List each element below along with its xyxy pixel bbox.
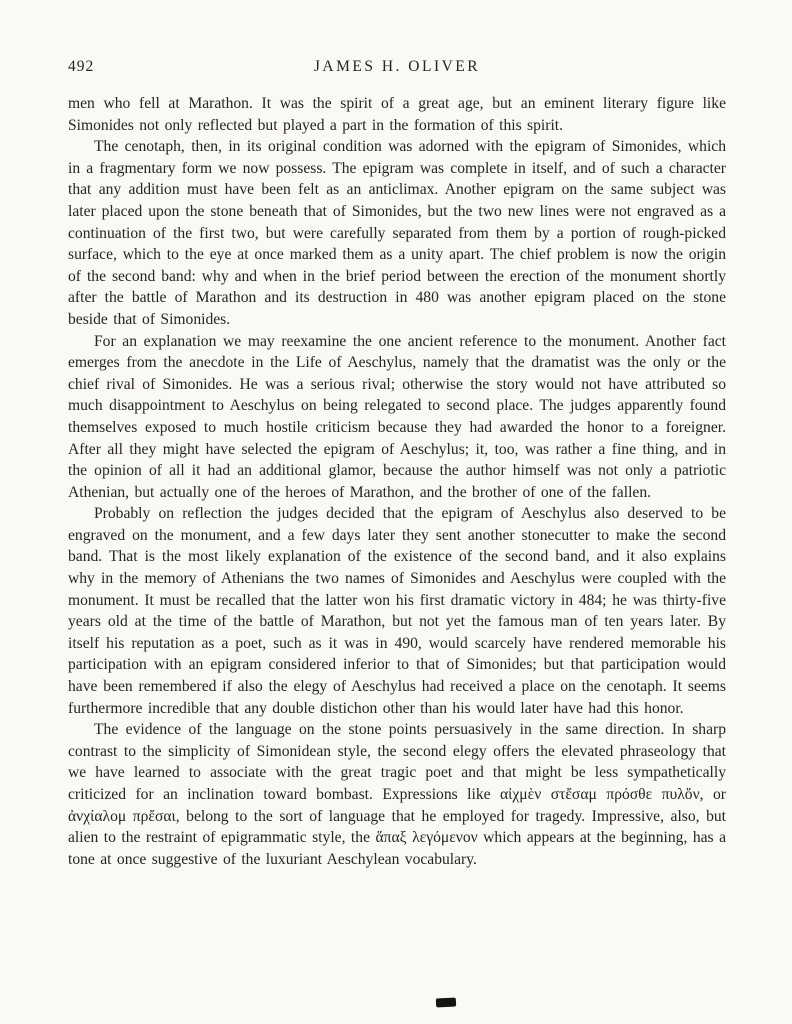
running-head: JAMES H. OLIVER	[313, 58, 481, 75]
body-paragraph: The evidence of the language on the stone points persuasively in the same direction. In sharp contrast to the simplicity of Simonidean style, the second elegy offers the elevated phraseology that we have learned to associate with the great tragic poet and that might be less sympathetically criticized for an inclination toward bombast. Expressions like αἰχμὲν στἔσαμ πρόσθε πυλὄν, or ἀνχίαλομ πρἔσαι, belong to the sort of language that he employed for tragedy. Impressive, also, but alien to the restraint of epigrammatic style, the ἅπαξ λεγόμενον which appears at the beginning, has a tone at once suggestive of the luxuriant Aeschylean vocabulary.	[68, 721, 726, 868]
body-paragraph: For an explanation we may reexamine the one ancient reference to the monument. Another fact emerges from the anecdote in the Life of Aeschylus, namely that the dramatist was the only or the chief rival of Simonides. He was a serious rival; otherwise the story would not have attributed so much disappointment to Aeschylus on being relegated to second place. The judges apparently found themselves exposed to much hostile criticism because they had awarded the honor to a foreigner. After all they might have selected the epigram of Aeschylus; it, too, was rather a fine thing, and in the opinion of all it had an additional glamor, because the author himself was not only a patriotic Athenian, but actually one of the heroes of Marathon, and the brother of one of the fallen.	[68, 332, 726, 501]
page-number: 492	[68, 58, 95, 75]
print-artifact	[436, 997, 456, 1007]
body-paragraph: men who fell at Marathon. It was the spirit of a great age, but an eminent literary figure like Simonides not only reflected but played a part in the formation of this spirit.	[68, 95, 726, 134]
page-header	[68, 58, 726, 80]
body-text	[68, 93, 726, 870]
body-paragraph: Probably on reflection the judges decided that the epigram of Aeschylus also deserved to be engraved on the monument, and a few days later they sent another stonecutter to make the second band. That is the most likely explanation of the existence of the second band, and it also explains why in the memory of Athenians the two names of Simonides and Aeschylus were coupled with the monument. It must be recalled that the latter won his first dramatic victory in 484; he was thirty-five years old at the time of the battle of Marathon, but not yet the famous man of ten years later. By itself his reputation as a poet, such as it was in 490, would scarcely have rendered memorable his participation with an epigram considered inferior to that of Simonides; but that participation would have been remembered if also the elegy of Aeschylus had received a place on the cenotaph. It seems furthermore incredible that any double distichon other than his would later have had this honor.	[68, 505, 726, 717]
body-paragraph: The cenotaph, then, in its original condition was adorned with the epigram of Simonides, which in a fragmentary form we now possess. The epigram was complete in itself, and of such a character that any addition must have been felt as an anticlimax. Another epigram on the same subject was later placed upon the stone beneath that of Simonides, but the two new lines were not engraved as a continuation of the first two, but were carefully separated from them by a portion of rough-picked surface, which to the eye at once marked them as a unity apart. The chief problem is now the origin of the second band: why and when in the brief period between the erection of the monument shortly after the battle of Marathon and its destruction in 480 was another epigram placed on the stone beside that of Simonides.	[68, 138, 726, 328]
